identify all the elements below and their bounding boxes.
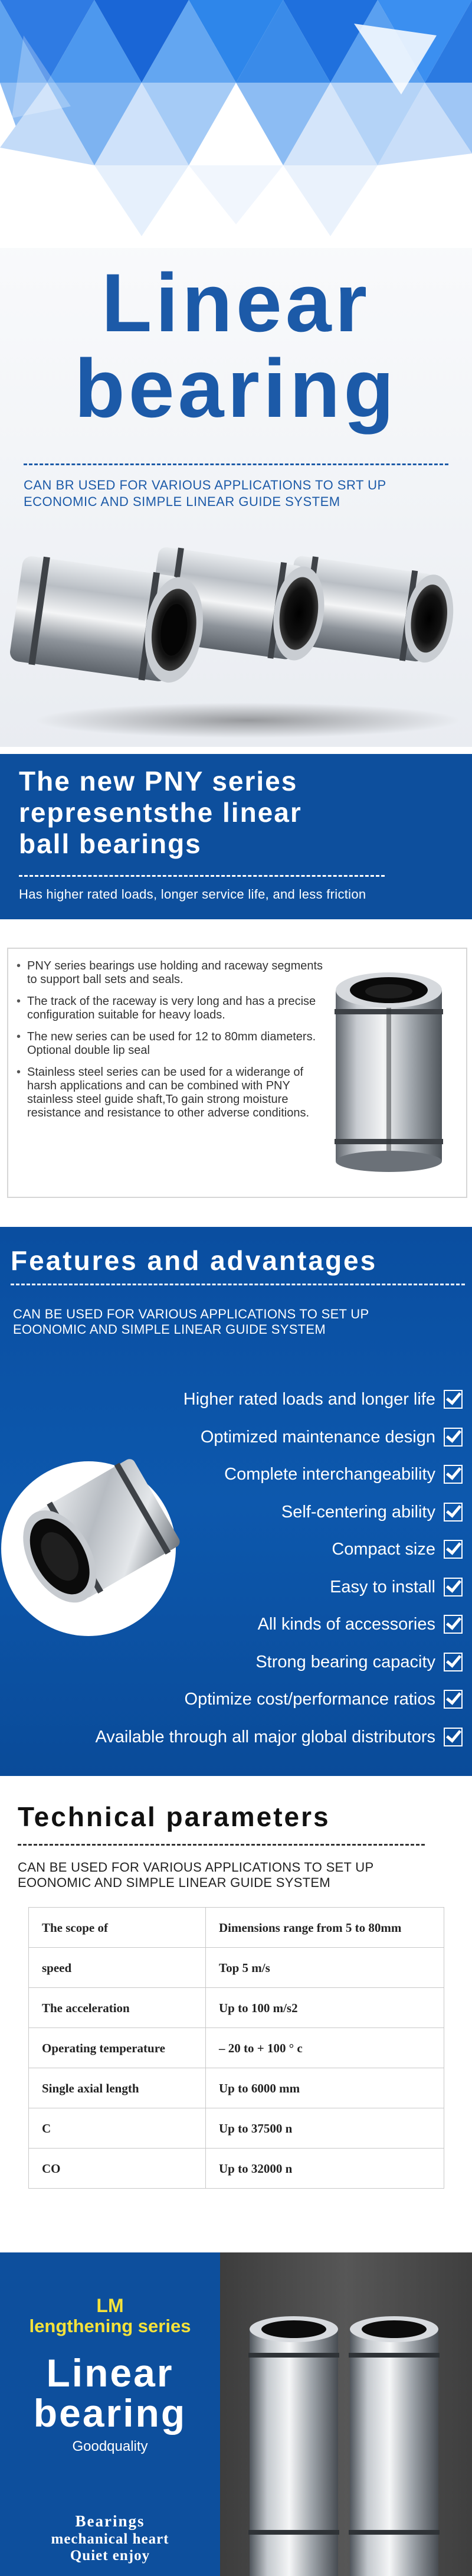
param-value: Top 5 m/s — [206, 1948, 444, 1988]
bullet-card — [7, 948, 467, 1198]
hero-subtitle — [24, 477, 472, 510]
lm-footer-line2-text: mechanical heart — [51, 2531, 169, 2547]
lm-footer-line2 — [0, 2531, 220, 2564]
param-name: The acceleration — [29, 1988, 206, 2028]
features-subtitle-line2: EOONOMIC AND SIMPLE LINEAR GUIDE SYSTEM — [13, 1322, 326, 1337]
linear-bearing-upright-icon — [330, 967, 448, 1179]
hero-subtitle-line2: ECONOMIC AND SIMPLE LINEAR GUIDE SYSTEM — [24, 494, 340, 509]
feature-label: Optimized maintenance design — [200, 1427, 435, 1447]
checkbox-icon — [444, 1428, 463, 1447]
param-name: Single axial length — [29, 2068, 206, 2108]
list-item: • The track of the raceway is very long and has a precise configuration suitable for heavy loads. — [15, 995, 328, 1022]
tech-title: Technical parameters — [18, 1801, 330, 1832]
hero-triangle-pattern — [0, 0, 472, 248]
feature-label: Optimize cost/performance ratios — [184, 1690, 435, 1709]
features-subtitle — [13, 1307, 369, 1337]
checkbox-icon — [444, 1690, 463, 1709]
pny-subtitle: Has higher rated loads, longer service life, and less friction — [19, 887, 366, 902]
feature-item — [95, 1650, 463, 1688]
feature-label: Strong bearing capacity — [255, 1652, 435, 1671]
pny-title-line1: The new PNY series — [19, 766, 298, 796]
feature-item — [95, 1687, 463, 1725]
table-row — [29, 2068, 444, 2108]
hero-divider — [24, 463, 448, 465]
param-name: speed — [29, 1948, 206, 1988]
feature-item — [95, 1462, 463, 1500]
feature-label: All kinds of accessories — [257, 1615, 435, 1634]
checkbox-icon — [444, 1465, 463, 1484]
tech-table — [28, 1907, 444, 2189]
table-row — [29, 2108, 444, 2149]
feature-label: Available through all major global distributors — [95, 1727, 435, 1746]
features-subtitle-line1: CAN BE USED FOR VARIOUS APPLICATIONS TO SET UP — [13, 1307, 369, 1321]
table-row — [29, 2028, 444, 2068]
lm-tag-line1: LM — [96, 2295, 124, 2316]
lm-banner — [0, 2252, 472, 2576]
linear-bearing-trio-icon — [0, 520, 472, 744]
lm-tag-line2: lengthening series — [29, 2316, 191, 2336]
param-value: Dimensions range from 5 to 80mm — [206, 1908, 444, 1948]
param-name: CO — [29, 2149, 206, 2189]
tech-divider — [18, 1844, 425, 1846]
hero-title — [0, 256, 472, 435]
feature-item — [95, 1537, 463, 1575]
pny-title-line3: ball bearings — [19, 828, 202, 859]
checkbox-icon — [444, 1390, 463, 1409]
tech-subtitle-line1: CAN BE USED FOR VARIOUS APPLICATIONS TO SET UP — [18, 1860, 374, 1875]
long-linear-bearing-pair-icon — [220, 2252, 472, 2576]
tech-subtitle-line2: EOONOMIC AND SIMPLE LINEAR GUIDE SYSTEM — [18, 1875, 331, 1890]
param-value: Up to 100 m/s2 — [206, 1988, 444, 2028]
table-row — [29, 1948, 444, 1988]
pny-divider — [19, 875, 385, 877]
list-item: • Stainless steel series can be used for a widerange of harsh applications and can be combined with PNY stainless steel guide shaft,To gain strong moisture resistance and resistance to other adverse conditions. — [15, 1066, 328, 1120]
features-list — [95, 1387, 463, 1762]
param-value: Up to 32000 n — [206, 2149, 444, 2189]
feature-item — [95, 1612, 463, 1650]
feature-item — [95, 1425, 463, 1463]
tech-section — [0, 1782, 472, 2272]
param-value: Up to 6000 mm — [206, 2068, 444, 2108]
feature-label: Complete interchangeability — [224, 1465, 435, 1484]
hero-section — [0, 0, 472, 747]
checkbox-icon — [444, 1728, 463, 1746]
pny-title — [19, 766, 432, 860]
bullet-list — [15, 959, 328, 1128]
lm-footer-line3-text: Quiet enjoy — [70, 2548, 150, 2564]
param-name: The scope of — [29, 1908, 206, 1948]
checkbox-icon — [444, 1540, 463, 1559]
hero-subtitle-line1: CAN BR USED FOR VARIOUS APPLICATIONS TO SRT UP — [24, 478, 386, 492]
param-name: Operating temperature — [29, 2028, 206, 2068]
lm-quality: Goodquality — [72, 2438, 148, 2454]
features-divider — [11, 1284, 465, 1285]
lm-title — [0, 2353, 220, 2433]
pny-title-line2: representsthe linear — [19, 797, 302, 828]
tech-subtitle — [18, 1860, 373, 1891]
param-value: Up to 37500 n — [206, 2108, 444, 2149]
lm-title-line1: Linear — [46, 2351, 174, 2395]
list-item: • The new series can be used for 12 to 80mm diameters. Optional double lip seal — [15, 1030, 328, 1057]
checkbox-icon — [444, 1615, 463, 1634]
feature-label: Higher rated loads and longer life — [183, 1390, 435, 1409]
feature-item — [95, 1500, 463, 1538]
features-section — [0, 1227, 472, 1776]
table-row — [29, 2149, 444, 2189]
table-row — [29, 1908, 444, 1948]
checkbox-icon — [444, 1503, 463, 1522]
feature-item — [95, 1387, 463, 1425]
checkbox-icon — [444, 1578, 463, 1596]
lm-footer-line1: Bearings — [75, 2512, 145, 2530]
checkbox-icon — [444, 1653, 463, 1671]
feature-label: Easy to install — [330, 1577, 435, 1596]
param-name: C — [29, 2108, 206, 2149]
pny-banner — [0, 754, 472, 919]
hero-title-line1: Linear — [101, 256, 371, 349]
param-value: – 20 to + 100 ° c — [206, 2028, 444, 2068]
feature-label: Self-centering ability — [281, 1502, 435, 1522]
feature-label: Compact size — [332, 1540, 435, 1559]
table-row — [29, 1988, 444, 2028]
list-item: • PNY series bearings use holding and raceway segments to support ball sets and seals. — [15, 959, 328, 987]
lm-title-line2: bearing — [33, 2391, 187, 2435]
hero-title-line2: bearing — [74, 342, 398, 435]
feature-item — [95, 1575, 463, 1613]
features-title: Features and advantages — [11, 1245, 378, 1276]
feature-item — [95, 1725, 463, 1763]
